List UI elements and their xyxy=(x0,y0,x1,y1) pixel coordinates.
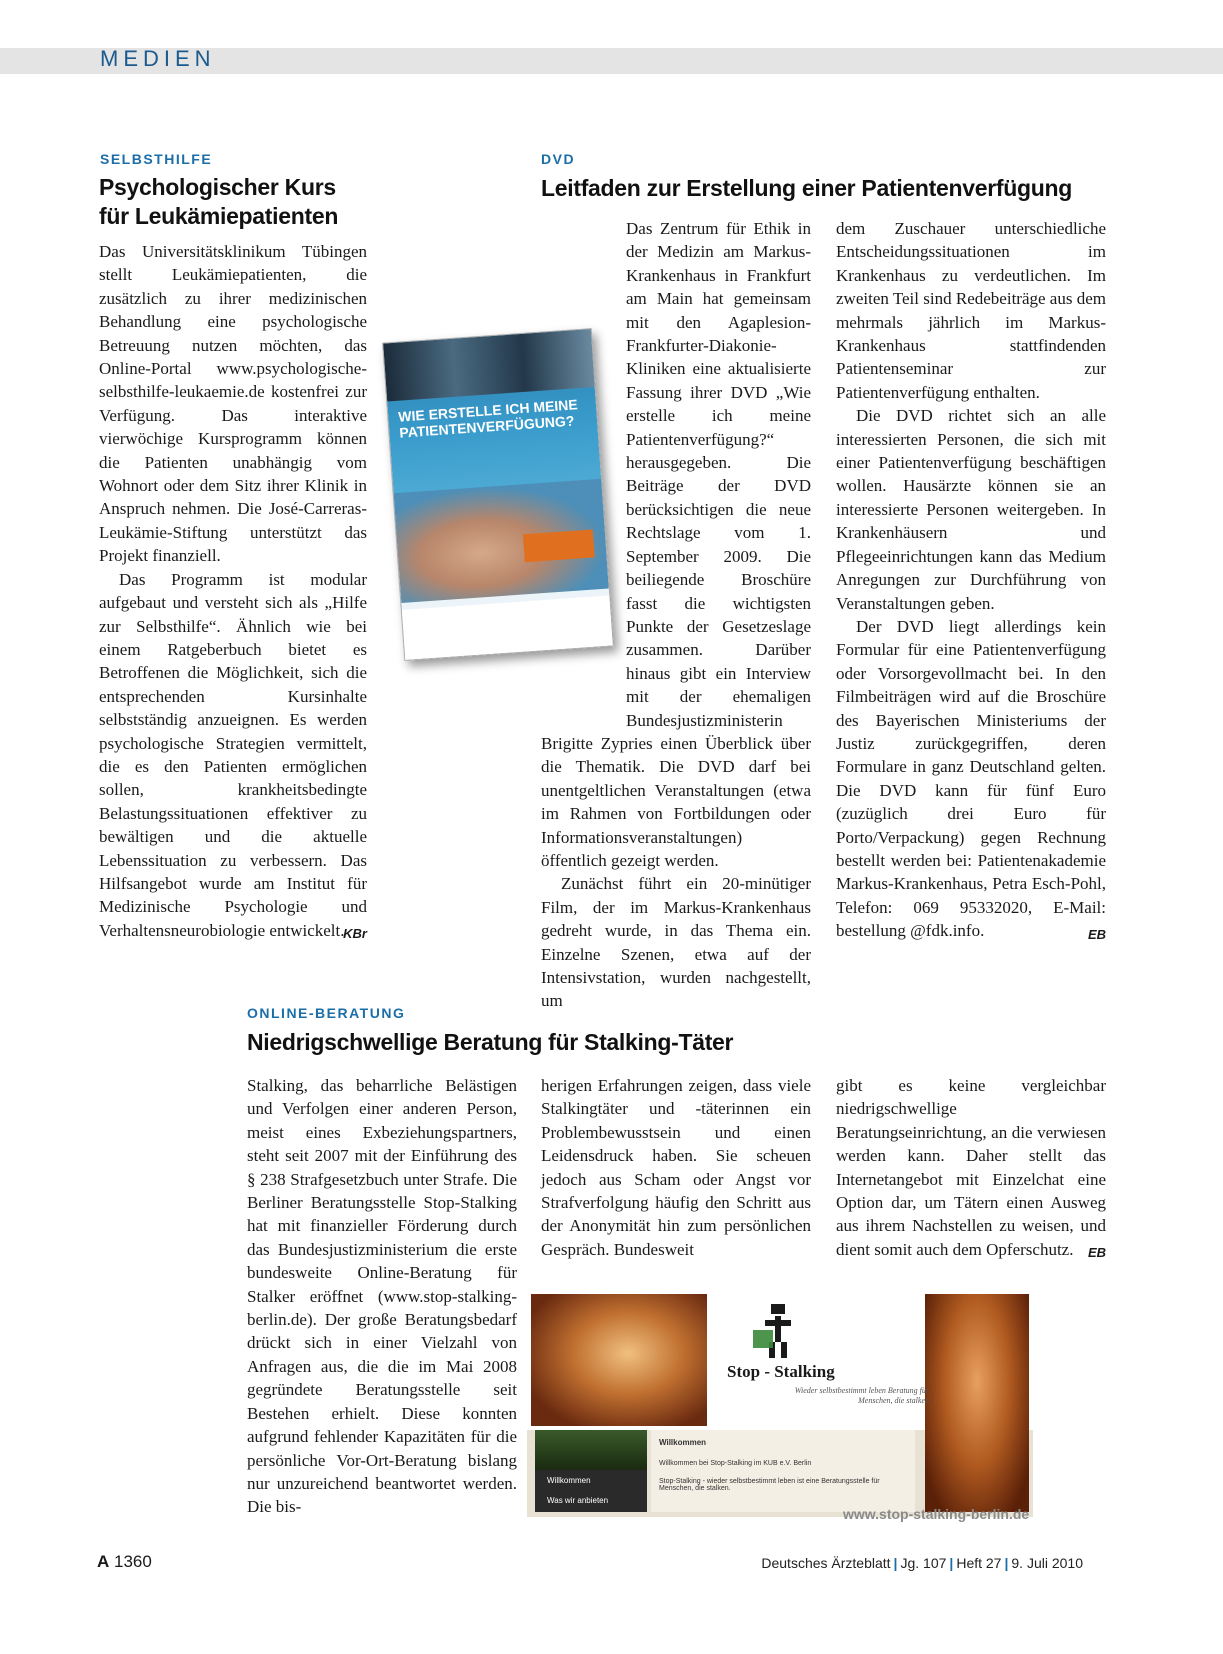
page-number-value: 1360 xyxy=(114,1552,152,1571)
article3-col2 xyxy=(541,1074,811,1261)
website-content-line: Stop-Stalking - wieder selbstbestimmt leben ist eine Beratungsstelle für Menschen, die stalken. xyxy=(659,1478,880,1492)
article2-paragraph: Der DVD liegt allerdings kein Formular für eine Patientenverfügung oder Vorsorgevollmacht bei. In den Filmbeiträgen wird auf die Broschüre des Bayerischen Ministeriums der Justiz zurückgegriffen, deren Formulare in ganz Deutschland gelten. Die DVD kann für fünf Euro (zuzüglich drei Euro für Porto/Verpackung) gegen Rechnung bestellt werden bei: Patientenakademie Markus-Krankenhaus, Petra Esch-Pohl, Telefon: 069 95332020, E-Mail: bestellung @fdk.info. xyxy=(836,616,1106,941)
article3-col1 xyxy=(247,1074,517,1519)
article2-paragraph: Die DVD richtet sich an alle interessierten Personen, die sich mit einer Patientenverfügung beschäftigen wollen. Hausärzte können sie an interessierte Personen weitergeben. In Krankenhäusern und Pflegeeinrichtungen kann das Medium Anregungen zur Durchführung von Veranstaltungen geben. xyxy=(836,406,1106,613)
article2-paragraph: Das Zentrum für Ethik in der Medizin am Markus-Krankenhaus in Frankfurt am Main hat gemeinsam mit den Agaplesion-Frankfurter-Diakonie-Kliniken eine aktualisierte Fassung ihrer DVD „Wie erstelle ich meine Patientenverfügung?“ herausgegeben. Die Beiträge der DVD berücksichtigen die neue Rechtslage vom 1. September 2009. Die beiliegende Broschüre fasst die wichtigsten Punkte der Gesetzeslage zusammen. Darüber hinaus gibt ein Interview mit der ehemaligen Bundesjustizministerin Brigitte Zypries einen Überblick über die Thematik. Die DVD darf bei unentgeltlichen Veranstaltungen (etwa im Rahmen von Fortbildungen oder Informationsveranstaltungen) öffentlich gezeigt werden. xyxy=(541,219,811,870)
footer-citation: Deutsches Ärzteblatt | Jg. 107 | Heft 27 | 9. Juli 2010 xyxy=(761,1555,1083,1571)
article1-title-line1: Psychologischer Kurs xyxy=(99,174,336,200)
article2-paragraph: Zunächst führt ein 20-minütiger Film, der im Markus-Krankenhaus gedreht wurde, in das Thema ein. Einzelne Szenen, etwa auf der Intensivstation, wurden nachgestellt, um xyxy=(541,874,811,1011)
website-content xyxy=(651,1430,915,1512)
website-content-line: Willkommen bei Stop-Stalking im KUB e.V. Berlin xyxy=(659,1460,812,1467)
article3-paragraph: Stalking, das beharrliche Belästigen und Verfolgen einer anderen Person, meist eines Exbeziehungspartners, steht seit 2007 mit der Einführung des § 238 Strafgesetzbuch unter Strafe. Die Berliner Beratungsstelle Stop-Stalking hat mit finanzieller Förderung durch das Bundesjustizministerium die erste bundesweite Online-Beratung für Stalker eröffnet (www.stop-stalking-berlin.de). Der große Beratungsbedarf drückt sich in einer Vielzahl von Anfragen aus, die die im Mai 2008 gegründete Beratungsstelle seit Bestehen erhielt. Diese konnten aufgrund fehlender Kapazitäten für die persönliche Vor-Ort-Beratung bislang nur unzureichend beantwortet werden. Die bis- xyxy=(247,1076,517,1517)
article3-paragraph: gibt es keine vergleichbar niedrigschwellige Beratungseinrichtung, an die verwiesen werden kann. Daher stellt das Internetangebot mit Einzelchat eine Option dar, um Tätern einen Ausweg aus ihrem Nachstellen zu weisen, und dient somit auch dem Opferschutz. xyxy=(836,1076,1106,1259)
article3-title: Niedrigschwellige Beratung für Stalking-Täter xyxy=(247,1029,734,1055)
journal-issue: Heft 27 xyxy=(956,1555,1002,1571)
journal-volume: Jg. 107 xyxy=(900,1555,947,1571)
page-number xyxy=(97,1552,152,1572)
article2-paragraph: dem Zuschauer unterschiedliche Entscheidungssituationen im Krankenhaus zu verdeutlichen. Im zweiten Teil sind Redebeiträge aus dem mehrmals jährlich im Markus-Krankenhaus stattfindenden Patientenseminar zur Patientenverfügung enthalten. xyxy=(836,219,1106,402)
website-url-caption: www.stop-stalking-berlin.de xyxy=(843,1506,1030,1522)
website-tagline: Wieder selbstbestimmt leben Beratung für Menschen, die stalken xyxy=(794,1386,929,1405)
article3-author: EB xyxy=(1087,1245,1106,1261)
dvd-cover-photo-strip xyxy=(383,329,595,401)
journal-name: Deutsches Ärzteblatt xyxy=(761,1555,891,1571)
article2-kicker: DVD xyxy=(541,151,576,167)
statue-photo-right xyxy=(925,1294,1029,1512)
article1-body xyxy=(99,240,367,946)
article1-title xyxy=(99,173,379,231)
dvd-cover-image xyxy=(382,328,614,661)
statue-photo-left xyxy=(531,1294,707,1426)
website-content-heading: Willkommen xyxy=(659,1438,707,1447)
article1-title-line2: für Leukämiepatienten xyxy=(99,203,339,229)
website-nav-item-angebot: Was wir anbieten xyxy=(547,1496,609,1505)
dvd-cover-badge xyxy=(523,529,595,562)
article2-col2 xyxy=(836,217,1106,946)
article1-paragraph: Das Programm ist modular aufgebaut und versteht sich als „Hilfe zur Selbsthilfe“. Ähnlich wie bei einem Ratgeberbuch bietet es Betroffenen die Möglichkeit, sich die entsprechenden Kursinhalte selbstständig anzueignen. Es werden psychologische Strategien vermittelt, die es den Patienten ermöglichen sollen, krankheitsbedingte Belastungssituationen effektiver zu bewältigen und die aktuelle Lebenssituation zu verbessern. Das Hilfsangebot wurde am Institut für Medizinische Psychologie und Verhaltensneurobiologie entwickelt. xyxy=(99,569,367,940)
website-nav-header xyxy=(535,1430,647,1470)
section-label: MEDIEN xyxy=(100,46,216,71)
article1-author: KBr xyxy=(343,926,367,942)
article1-paragraph: Das Universitätsklinikum Tübingen stellt Leukämiepatienten, die zusätzlich zu ihrer medizinischen Behandlung eine psychologische Betreuung nutzen möchten, das Online-Portal www.psychologische-selbsthilfe-leukaemie.de kostenfrei zur Verfügung. Das interaktive vierwöchige Kursprogramm können die Patienten unabhängig vom Wohnort oder dem Sitz ihrer Klinik in Anspruch nehmen. Die José-Carreras-Leukämie-Stiftung unterstützt das Projekt finanziell. xyxy=(99,242,367,566)
dvd-cover-title: WIE ERSTELLE ICH MEINE PATIENTENVERFÜGUNG? xyxy=(397,396,579,441)
page-prefix: A xyxy=(97,1552,110,1571)
article3-col3 xyxy=(836,1074,1106,1265)
website-brand: Stop - Stalking xyxy=(727,1362,835,1381)
website-nav xyxy=(535,1430,647,1512)
website-screenshot xyxy=(527,1290,1033,1517)
article3-paragraph: herigen Erfahrungen zeigen, dass viele Stalkingtäter und -täterinnen ein Problembewusstsein und einen Leidensdruck haben. Sie scheuen jedoch aus Scham oder Angst vor Strafverfolgung häufig den Schritt aus der Anonymität hin zum persönlichen Gespräch. Bundesweit xyxy=(541,1076,811,1259)
website-nav-item-willkommen: Willkommen xyxy=(547,1476,591,1485)
article2-title: Leitfaden zur Erstellung einer Patientenverfügung xyxy=(541,175,1072,201)
article2-author: EB xyxy=(1087,926,1106,942)
stop-stalking-logo-icon xyxy=(747,1300,807,1360)
article1-kicker: SELBSTHILFE xyxy=(100,151,213,167)
article3-kicker: ONLINE-BERATUNG xyxy=(247,1005,406,1021)
journal-date: 9. Juli 2010 xyxy=(1011,1555,1083,1571)
